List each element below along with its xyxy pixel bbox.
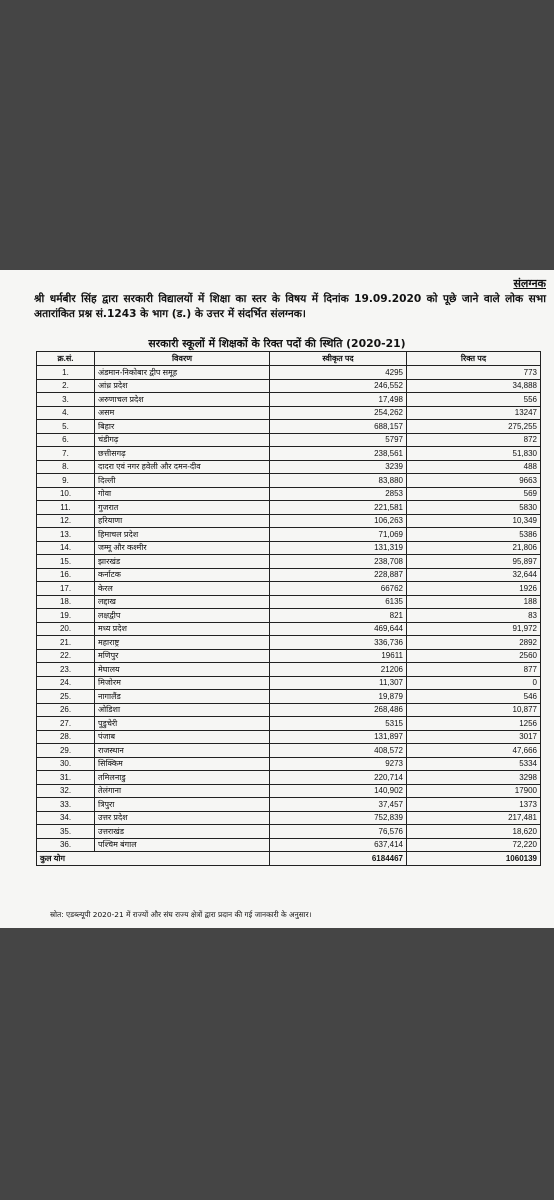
row-sanctioned: 4295: [270, 366, 407, 380]
row-sanctioned: 71,069: [270, 528, 407, 542]
row-name: लद्दाख: [95, 595, 270, 609]
row-vacant: 47,666: [407, 744, 541, 758]
row-name: चंडीगढ़: [95, 433, 270, 447]
table-row: [37, 406, 541, 420]
row-sn: 14.: [37, 541, 95, 555]
intro-paragraph: श्री धर्मबीर सिंह द्वारा सरकारी विद्यालयों में शिक्षा का स्तर के विषय में दिनांक 19.09.2020 को पूछे जाने वाले लोक सभा अतारांकित प्रश्न सं.1243 के भाग (ड.) के उत्तर में संदर्भित संलग्नक।: [34, 293, 546, 320]
row-sanctioned: 131,897: [270, 730, 407, 744]
row-name: मणिपुर: [95, 649, 270, 663]
row-sn: 6.: [37, 433, 95, 447]
row-vacant: 773: [407, 366, 541, 380]
row-sn: 2.: [37, 379, 95, 393]
table-row: [37, 487, 541, 501]
table-row: [37, 501, 541, 515]
row-name: तेलंगाना: [95, 784, 270, 798]
row-vacant: 877: [407, 663, 541, 677]
row-sanctioned: 821: [270, 609, 407, 623]
table-row: [37, 555, 541, 569]
row-sanctioned: 6135: [270, 595, 407, 609]
row-name: छत्तीसगढ़: [95, 447, 270, 461]
row-name: कर्नाटक: [95, 568, 270, 582]
row-sanctioned: 688,157: [270, 420, 407, 434]
row-vacant: 10,877: [407, 703, 541, 717]
row-sn: 11.: [37, 501, 95, 515]
row-name: लक्षद्वीप: [95, 609, 270, 623]
row-vacant: 2892: [407, 636, 541, 650]
table-row: [37, 622, 541, 636]
row-sn: 16.: [37, 568, 95, 582]
row-vacant: 556: [407, 393, 541, 407]
row-sn: 19.: [37, 609, 95, 623]
row-vacant: 91,972: [407, 622, 541, 636]
row-sn: 8.: [37, 460, 95, 474]
row-vacant: 18,620: [407, 825, 541, 839]
source-note: स्रोत: एडब्ल्यूपी 2020-21 में राज्यों और संघ राज्य क्षेत्रों द्वारा प्रदान की गई जानकारी के अनुसार।: [50, 910, 312, 919]
header-sanctioned: स्वीकृत पद: [270, 352, 407, 366]
row-sanctioned: 238,561: [270, 447, 407, 461]
total-sanctioned: 6184467: [270, 852, 407, 866]
row-sanctioned: 21206: [270, 663, 407, 677]
row-name: मेघालय: [95, 663, 270, 677]
total-vacant: 1060139: [407, 852, 541, 866]
row-name: अरुणाचल प्रदेश: [95, 393, 270, 407]
row-name: नागालैंड: [95, 690, 270, 704]
row-sn: 29.: [37, 744, 95, 758]
row-name: महाराष्ट्र: [95, 636, 270, 650]
row-vacant: 13247: [407, 406, 541, 420]
row-sn: 12.: [37, 514, 95, 528]
row-vacant: 1373: [407, 798, 541, 812]
table-row: [37, 582, 541, 596]
table-row: [37, 744, 541, 758]
table-row: [37, 825, 541, 839]
row-sanctioned: 19611: [270, 649, 407, 663]
row-name: बिहार: [95, 420, 270, 434]
row-vacant: 3298: [407, 771, 541, 785]
row-sanctioned: 17,498: [270, 393, 407, 407]
table-row: [37, 460, 541, 474]
row-sanctioned: 408,572: [270, 744, 407, 758]
table-title: सरकारी स्कूलों में शिक्षकों के रिक्त पदों की स्थिति (2020-21): [148, 337, 406, 350]
row-vacant: 872: [407, 433, 541, 447]
row-vacant: 5334: [407, 757, 541, 771]
document-page: [0, 270, 554, 928]
row-vacant: 21,806: [407, 541, 541, 555]
header-description: विवरण: [95, 352, 270, 366]
row-sanctioned: 5315: [270, 717, 407, 731]
row-sn: 27.: [37, 717, 95, 731]
row-sn: 18.: [37, 595, 95, 609]
header-vacant: रिक्त पद: [407, 352, 541, 366]
row-name: उत्तर प्रदेश: [95, 811, 270, 825]
row-vacant: 83: [407, 609, 541, 623]
annex-label: संलग्नक: [513, 277, 546, 290]
row-name: पुडुचेरी: [95, 717, 270, 731]
row-sn: 25.: [37, 690, 95, 704]
row-sn: 33.: [37, 798, 95, 812]
row-vacant: 275,255: [407, 420, 541, 434]
table-row: [37, 609, 541, 623]
row-name: हरियाणा: [95, 514, 270, 528]
row-sn: 30.: [37, 757, 95, 771]
row-name: मध्य प्रदेश: [95, 622, 270, 636]
row-vacant: 0: [407, 676, 541, 690]
row-name: मिजोरम: [95, 676, 270, 690]
row-sn: 10.: [37, 487, 95, 501]
row-vacant: 72,220: [407, 838, 541, 852]
row-sanctioned: 238,708: [270, 555, 407, 569]
row-sn: 24.: [37, 676, 95, 690]
row-sn: 9.: [37, 474, 95, 488]
row-sn: 5.: [37, 420, 95, 434]
table-row: [37, 433, 541, 447]
row-vacant: 188: [407, 595, 541, 609]
row-vacant: 34,888: [407, 379, 541, 393]
row-sanctioned: 254,262: [270, 406, 407, 420]
table-row: [37, 447, 541, 461]
row-sn: 34.: [37, 811, 95, 825]
row-sanctioned: 37,457: [270, 798, 407, 812]
table-body: [37, 366, 541, 852]
row-vacant: 546: [407, 690, 541, 704]
row-sanctioned: 637,414: [270, 838, 407, 852]
table-row: [37, 474, 541, 488]
row-sanctioned: 2853: [270, 487, 407, 501]
table-row: [37, 541, 541, 555]
row-sn: 13.: [37, 528, 95, 542]
table-row: [37, 379, 541, 393]
row-sanctioned: 9273: [270, 757, 407, 771]
row-vacant: 1926: [407, 582, 541, 596]
row-vacant: 51,830: [407, 447, 541, 461]
row-name: हिमाचल प्रदेश: [95, 528, 270, 542]
row-sn: 31.: [37, 771, 95, 785]
row-sn: 4.: [37, 406, 95, 420]
table-row: [37, 649, 541, 663]
row-sn: 32.: [37, 784, 95, 798]
total-row: [37, 852, 541, 866]
row-name: जम्मू और कश्मीर: [95, 541, 270, 555]
row-sn: 7.: [37, 447, 95, 461]
table-row: [37, 757, 541, 771]
row-sanctioned: 469,644: [270, 622, 407, 636]
row-sanctioned: 66762: [270, 582, 407, 596]
row-name: पश्चिम बंगाल: [95, 838, 270, 852]
total-label: कुल योग: [37, 852, 270, 866]
row-name: आंध्र प्रदेश: [95, 379, 270, 393]
row-name: राजस्थान: [95, 744, 270, 758]
row-vacant: 488: [407, 460, 541, 474]
table-row: [37, 717, 541, 731]
row-sanctioned: 5797: [270, 433, 407, 447]
table-row: [37, 798, 541, 812]
row-name: त्रिपुरा: [95, 798, 270, 812]
table-row: [37, 811, 541, 825]
header-sn: क्र.सं.: [37, 352, 95, 366]
row-sanctioned: 336,736: [270, 636, 407, 650]
table-row: [37, 690, 541, 704]
row-vacant: 5386: [407, 528, 541, 542]
row-sanctioned: 76,576: [270, 825, 407, 839]
table-row: [37, 595, 541, 609]
row-sanctioned: 19,879: [270, 690, 407, 704]
row-name: उत्तराखंड: [95, 825, 270, 839]
row-name: तमिलनाडु: [95, 771, 270, 785]
table-row: [37, 663, 541, 677]
table-row: [37, 366, 541, 380]
row-vacant: 5830: [407, 501, 541, 515]
row-vacant: 9663: [407, 474, 541, 488]
table-row: [37, 420, 541, 434]
row-name: ओडिशा: [95, 703, 270, 717]
row-sanctioned: 83,880: [270, 474, 407, 488]
row-vacant: 3017: [407, 730, 541, 744]
row-name: असम: [95, 406, 270, 420]
table-row: [37, 568, 541, 582]
row-name: दिल्ली: [95, 474, 270, 488]
row-name: सिक्किम: [95, 757, 270, 771]
row-sn: 17.: [37, 582, 95, 596]
row-sn: 20.: [37, 622, 95, 636]
row-vacant: 32,644: [407, 568, 541, 582]
row-sanctioned: 268,486: [270, 703, 407, 717]
row-sn: 36.: [37, 838, 95, 852]
row-name: दादरा एवं नगर हवेली और दमन-दीव: [95, 460, 270, 474]
table-row: [37, 730, 541, 744]
table-row: [37, 771, 541, 785]
row-vacant: 95,897: [407, 555, 541, 569]
row-sanctioned: 106,263: [270, 514, 407, 528]
row-sn: 1.: [37, 366, 95, 380]
row-name: झारखंड: [95, 555, 270, 569]
row-sanctioned: 220,714: [270, 771, 407, 785]
table-row: [37, 636, 541, 650]
row-vacant: 10,349: [407, 514, 541, 528]
row-sanctioned: 11,307: [270, 676, 407, 690]
row-name: केरल: [95, 582, 270, 596]
row-sn: 26.: [37, 703, 95, 717]
table-header-row: [37, 352, 541, 366]
table-row: [37, 676, 541, 690]
row-sn: 23.: [37, 663, 95, 677]
vacancy-table: [36, 351, 541, 866]
table-row: [37, 393, 541, 407]
row-sanctioned: 131,319: [270, 541, 407, 555]
row-sanctioned: 752,839: [270, 811, 407, 825]
row-sn: 15.: [37, 555, 95, 569]
row-name: गोवा: [95, 487, 270, 501]
row-sn: 28.: [37, 730, 95, 744]
row-sanctioned: 228,887: [270, 568, 407, 582]
row-vacant: 217,481: [407, 811, 541, 825]
row-name: अंडमान-निकोबार द्वीप समूह: [95, 366, 270, 380]
row-name: पंजाब: [95, 730, 270, 744]
row-sanctioned: 140,902: [270, 784, 407, 798]
row-sanctioned: 221,581: [270, 501, 407, 515]
row-vacant: 17900: [407, 784, 541, 798]
row-name: गुजरात: [95, 501, 270, 515]
table-row: [37, 514, 541, 528]
row-vacant: 569: [407, 487, 541, 501]
row-sanctioned: 3239: [270, 460, 407, 474]
table-row: [37, 784, 541, 798]
table-row: [37, 838, 541, 852]
row-vacant: 2560: [407, 649, 541, 663]
table-row: [37, 528, 541, 542]
row-sanctioned: 246,552: [270, 379, 407, 393]
row-sn: 21.: [37, 636, 95, 650]
row-sn: 22.: [37, 649, 95, 663]
table-row: [37, 703, 541, 717]
row-sn: 35.: [37, 825, 95, 839]
row-vacant: 1256: [407, 717, 541, 731]
row-sn: 3.: [37, 393, 95, 407]
